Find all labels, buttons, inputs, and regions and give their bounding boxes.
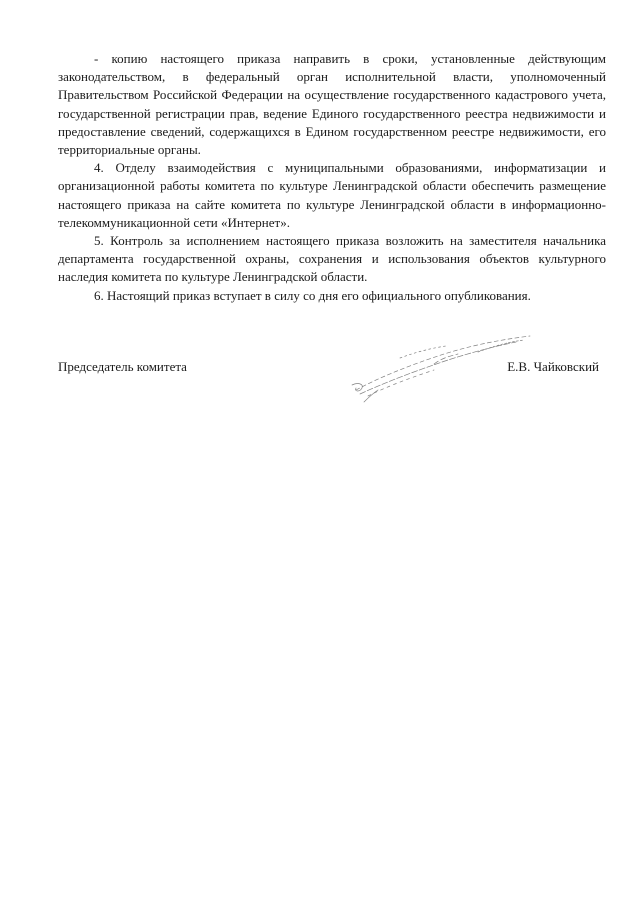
- signatory-name: Е.В. Чайковский: [507, 359, 599, 374]
- paragraph-copy-distribution: - копию настоящего приказа направить в сроки, установленные действующим законодательством, в федеральный орган исполнительной власти, уполномоченный Правительством Российской Федерации на осуществление государственного кадастрового учета, государственной регистрации прав, ведение Единого государственного реестра недвижимости и предоставление сведений, содержащихся в Едином государственном реестре недвижимости, его территориальные органы.: [58, 51, 606, 158]
- paragraph-item-5: 5. Контроль за исполнением настоящего приказа возложить на заместителя начальника департамента государственной охраны, сохранения и использования объектов культурного наследия комитета по культуре Ленинградской области.: [58, 233, 606, 285]
- handwritten-signature: [338, 330, 538, 410]
- paragraph-item-6: 6. Настоящий приказ вступает в силу со дня его официального опубликования.: [94, 287, 531, 303]
- document-body: [58, 50, 606, 305]
- signatory-title: Председатель комитета: [58, 359, 187, 374]
- paragraph-item-4: 4. Отделу взаимодействия с муниципальными образованиями, информатизации и организационной работы комитета по культуре Ленинградской области обеспечить размещение настоящего приказа на сайте комитета по культуре Ленинградской области в информационно-телекоммуникационной сети «Интернет».: [58, 160, 606, 230]
